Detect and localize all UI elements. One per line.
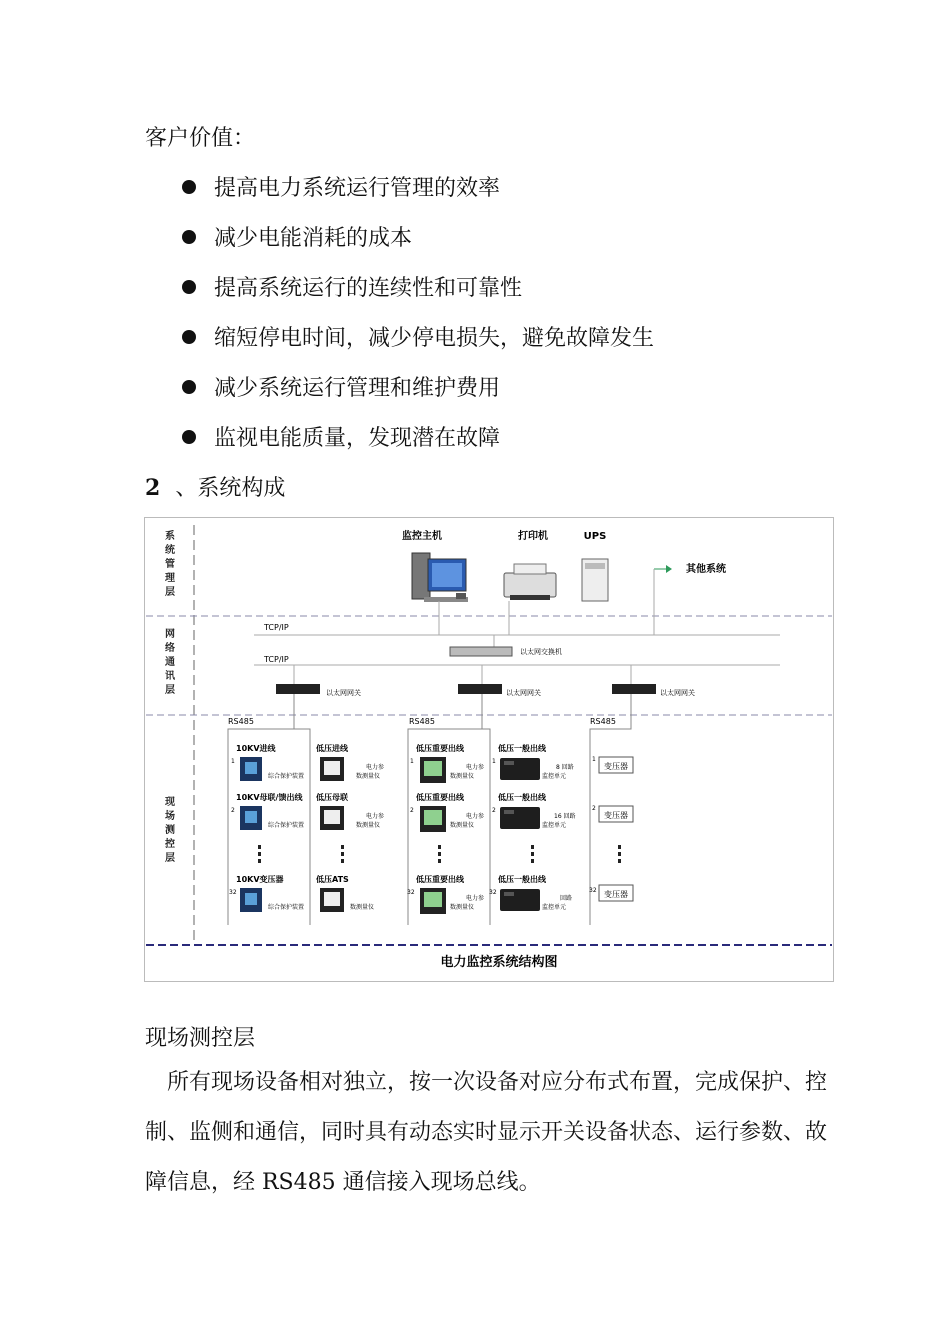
index-1: 1 bbox=[410, 758, 414, 765]
other-systems-label: 其他系统 bbox=[686, 564, 726, 575]
printer-label: 打印机 bbox=[518, 531, 548, 542]
bullet-icon bbox=[182, 230, 196, 244]
index-2: 2 bbox=[492, 807, 496, 814]
layer-label-network: 网络通讯层 bbox=[165, 629, 175, 696]
list-item-label: 缩短停电时间，减少停电损失，避免故障发生 bbox=[214, 326, 655, 351]
device-title: 低压母联 bbox=[316, 793, 348, 802]
switch-icon bbox=[450, 647, 512, 656]
device-desc: 数测量仪 bbox=[450, 904, 475, 911]
ups-icon bbox=[582, 559, 608, 601]
bullet-icon bbox=[182, 330, 196, 344]
index-32: 32 bbox=[229, 889, 237, 896]
ups-label: UPS bbox=[583, 531, 607, 542]
section-title: 、系统构成 bbox=[175, 476, 286, 501]
bullet-icon bbox=[182, 180, 196, 194]
layer-label-field: 现场测控层 bbox=[165, 797, 175, 864]
switch-label: 以太网交换机 bbox=[520, 648, 562, 656]
host-label: 监控主机 bbox=[402, 531, 442, 542]
rs485-label: RS485 bbox=[590, 717, 616, 726]
field-layer-paragraph: 所有现场设备相对独立，按一次设备对应分布式布置，完成保护、控制、监侧和通信，同时具有动态实时显示开关设备状态、运行参数、故障信息，经 RS485 通信接入现场总线。 bbox=[145, 1070, 828, 1195]
device-title: 低压进线 bbox=[316, 744, 348, 753]
device-desc: 8 回路 bbox=[556, 764, 574, 771]
device-desc: 数测量仪 bbox=[450, 773, 475, 780]
device-desc: 监控单元 bbox=[542, 773, 567, 780]
gateway-label: 以太网网关 bbox=[326, 689, 361, 697]
device-title: 10KV母联/馈出线 bbox=[236, 793, 303, 802]
device-desc: 综合保护装置 bbox=[268, 904, 305, 911]
device-title: 低压一般出线 bbox=[498, 875, 546, 884]
list-item-label: 减少系统运行管理和维护费用 bbox=[214, 376, 501, 401]
device-title: 低压重要出线 bbox=[416, 744, 464, 753]
list-item-label: 监视电能质量，发现潜在故障 bbox=[214, 426, 501, 451]
bullet-icon bbox=[182, 280, 196, 294]
device-desc: 电力参 bbox=[366, 813, 385, 820]
gateway-label: 以太网网关 bbox=[506, 689, 541, 697]
index-2: 2 bbox=[592, 805, 596, 812]
device-desc: 数测量仪 bbox=[356, 773, 381, 780]
device-desc: 监控单元 bbox=[542, 822, 567, 829]
index-32: 32 bbox=[489, 889, 497, 896]
device-desc: 电力参 bbox=[366, 764, 385, 771]
gateway-icon bbox=[612, 684, 656, 694]
device-desc: 回路 bbox=[560, 895, 573, 902]
index-32: 32 bbox=[589, 887, 597, 894]
device-desc: 电力参 bbox=[466, 813, 485, 820]
transformer-label: 变压器 bbox=[604, 890, 628, 899]
device-desc: 监控单元 bbox=[542, 904, 567, 911]
list-item-label: 提高电力系统运行管理的效率 bbox=[214, 176, 501, 201]
tcp-ip-label: TCP/IP bbox=[264, 655, 289, 664]
field-layer-heading: 现场测控层 bbox=[145, 1026, 256, 1051]
index-1: 1 bbox=[592, 756, 596, 763]
transformer-label: 变压器 bbox=[604, 762, 628, 771]
index-32: 32 bbox=[407, 889, 415, 896]
device-desc: 综合保护装置 bbox=[268, 773, 305, 780]
gateway-icon bbox=[458, 684, 502, 694]
rs485-label: RS485 bbox=[228, 717, 254, 726]
tcp-ip-label: TCP/IP bbox=[264, 623, 289, 632]
device-desc: 数测量仪 bbox=[350, 904, 375, 911]
rs485-label: RS485 bbox=[409, 717, 435, 726]
gateway-label: 以太网网关 bbox=[660, 689, 695, 697]
section-number: 2 bbox=[145, 475, 161, 501]
list-item-label: 减少电能消耗的成本 bbox=[214, 226, 413, 251]
device-title: 低压重要出线 bbox=[416, 875, 464, 884]
customer-value-heading: 客户价值： bbox=[145, 126, 256, 151]
gateway-icon bbox=[276, 684, 320, 694]
index-2: 2 bbox=[410, 807, 414, 814]
power-monitoring-diagram bbox=[144, 517, 834, 982]
device-desc: 综合保护装置 bbox=[268, 822, 305, 829]
device-title: 10KV进线 bbox=[236, 744, 276, 753]
device-desc: 数测量仪 bbox=[450, 822, 475, 829]
layer-label-system: 系统管理层 bbox=[165, 531, 175, 598]
bullet-icon bbox=[182, 380, 196, 394]
device-title: 低压重要出线 bbox=[416, 793, 464, 802]
device-desc: 电力参 bbox=[466, 764, 485, 771]
index-2: 2 bbox=[231, 807, 235, 814]
device-title: 10KV变压器 bbox=[236, 875, 284, 884]
device-desc: 电力参 bbox=[466, 895, 485, 902]
device-desc: 数测量仪 bbox=[356, 822, 381, 829]
index-1: 1 bbox=[231, 758, 235, 765]
transformer-label: 变压器 bbox=[604, 811, 628, 820]
section-heading bbox=[145, 471, 285, 502]
bullet-icon bbox=[182, 430, 196, 444]
device-title: 低压一般出线 bbox=[498, 744, 546, 753]
list-item-label: 提高系统运行的连续性和可靠性 bbox=[214, 276, 523, 301]
device-title: 低压ATS bbox=[316, 875, 349, 884]
device-desc: 16 回路 bbox=[554, 813, 576, 820]
diagram-caption: 电力监控系统结构图 bbox=[440, 955, 558, 970]
index-1: 1 bbox=[492, 758, 496, 765]
device-title: 低压一般出线 bbox=[498, 793, 546, 802]
